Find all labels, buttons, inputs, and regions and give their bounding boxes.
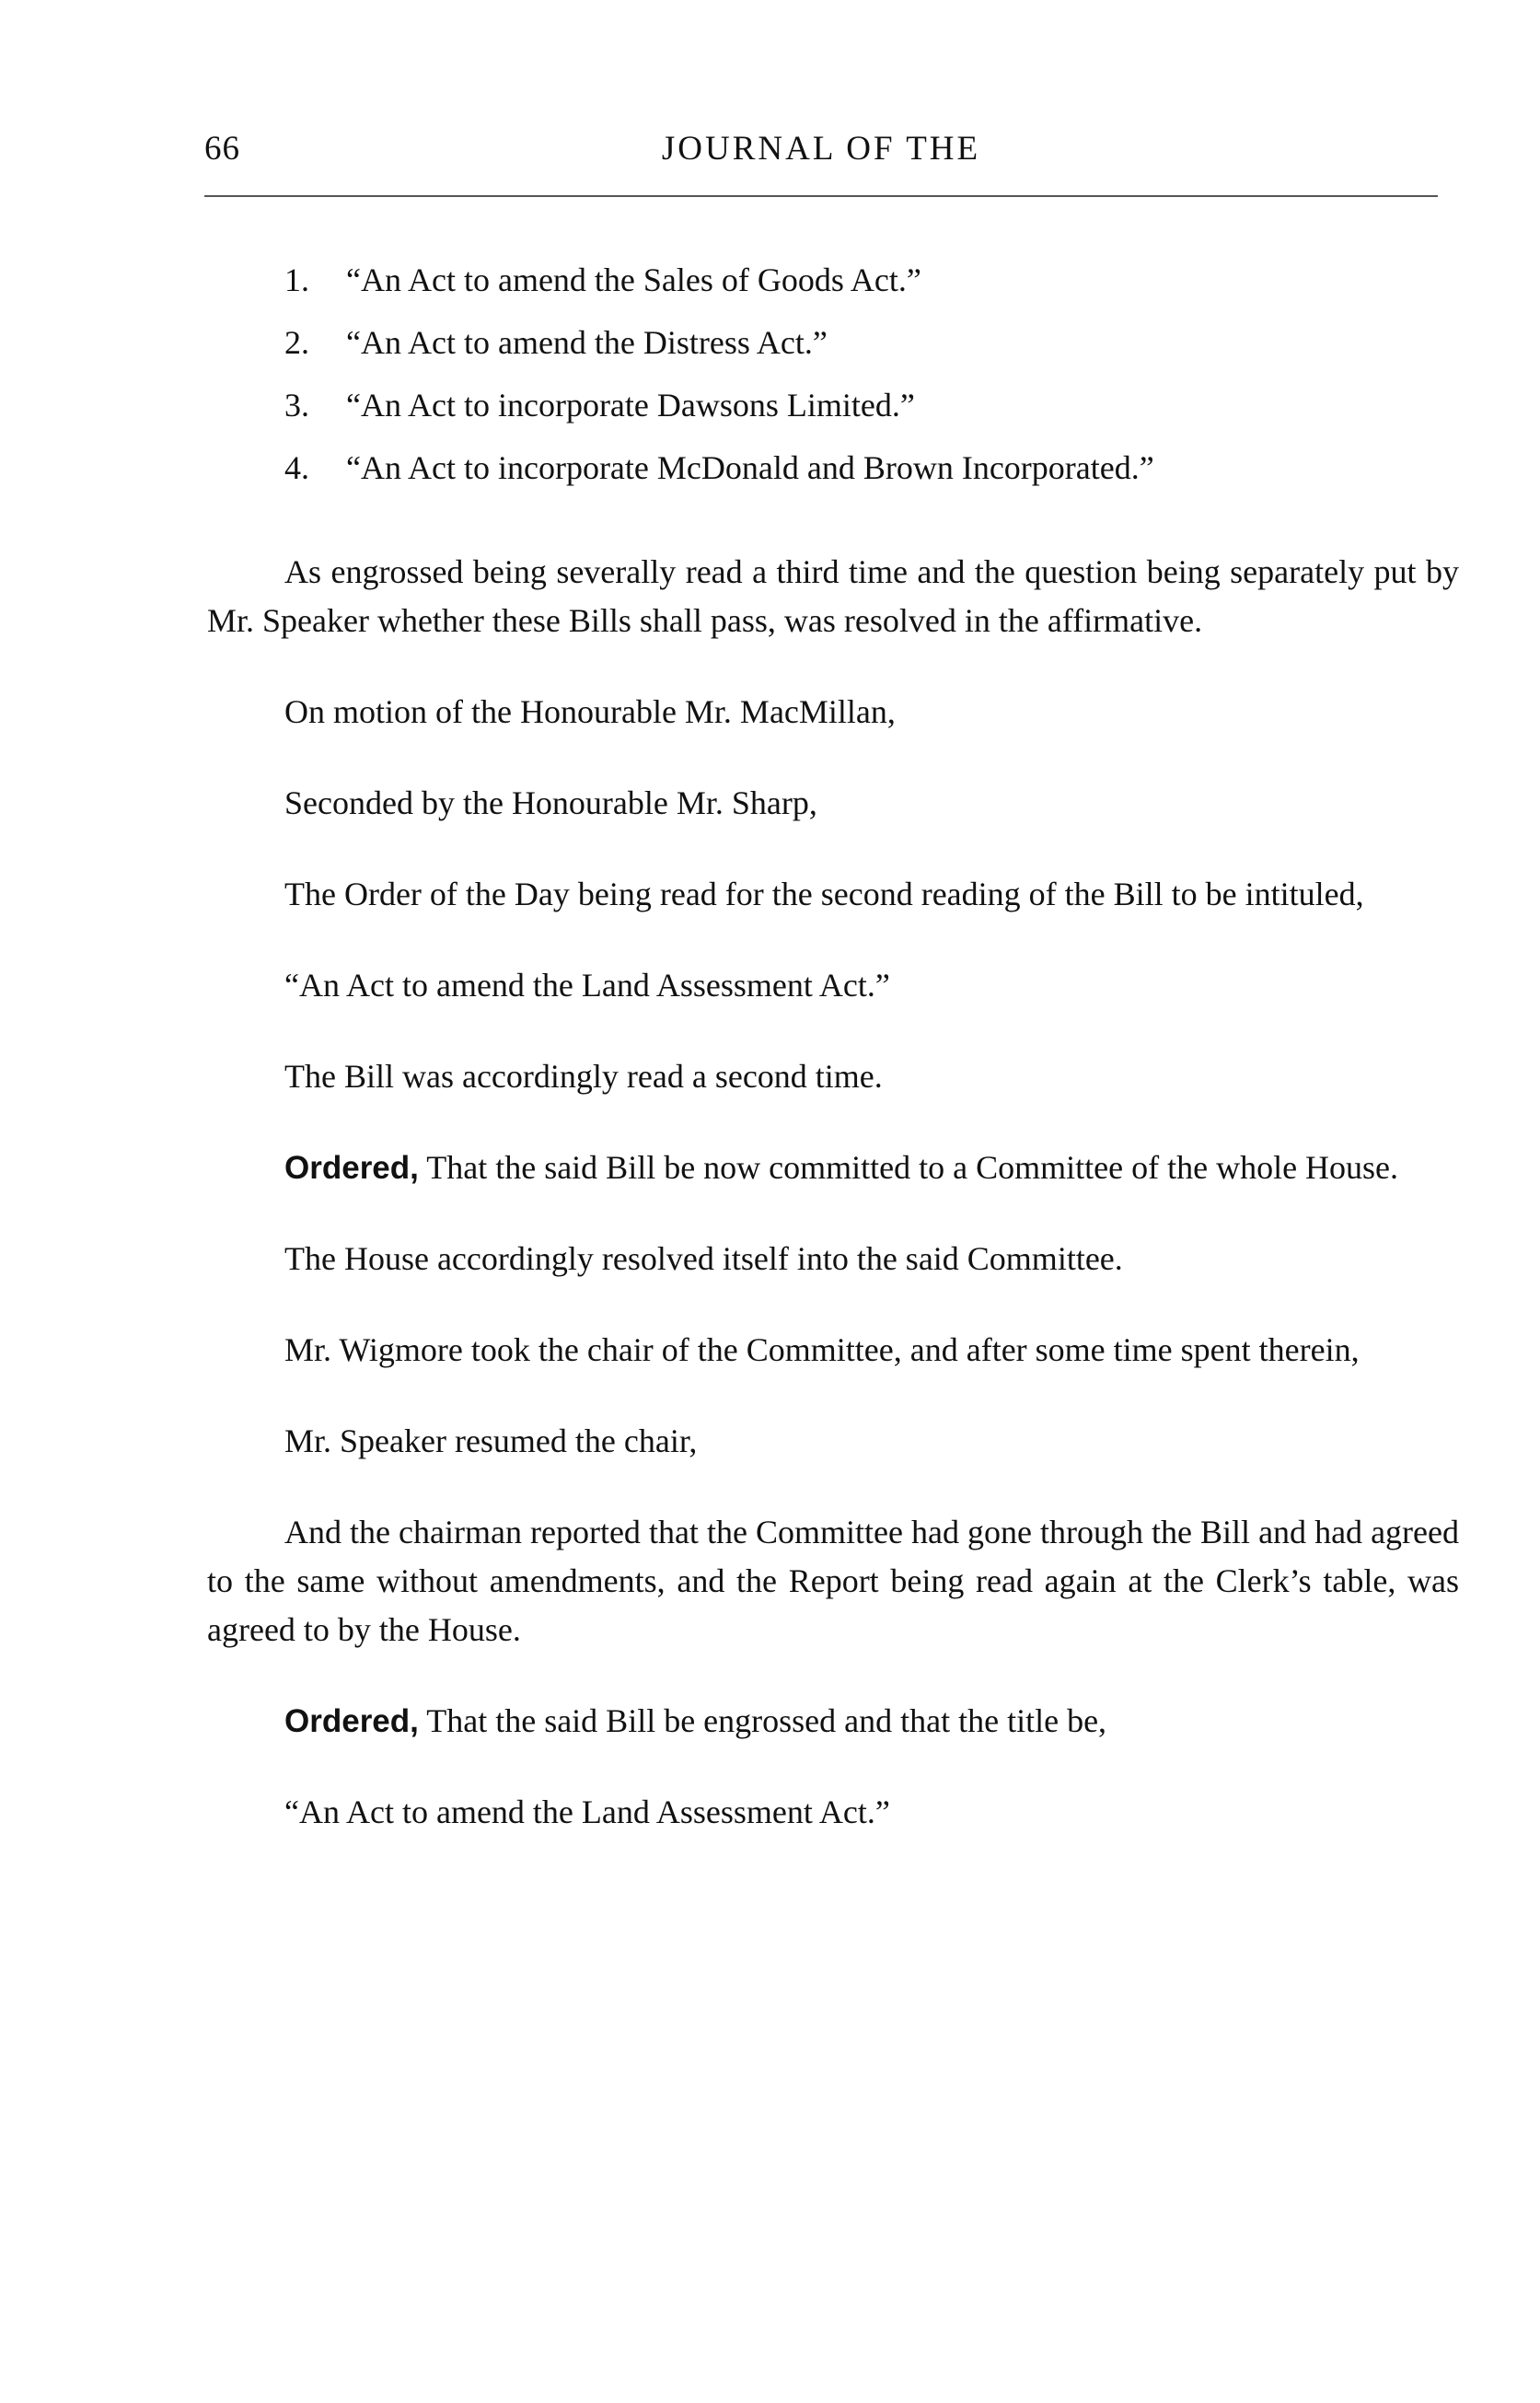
paragraph-motion: On motion of the Honourable Mr. MacMillan, bbox=[284, 693, 896, 730]
list-item bbox=[207, 319, 1459, 367]
paragraph-chairman-report: And the chairman reported that the Committee had gone through the Bill and had agreed to the same without amendments, and the Report being read again at the Clerk’s table, was agreed to by the House. bbox=[207, 1514, 1459, 1648]
paragraph-ordered-committed bbox=[207, 1143, 1459, 1192]
paragraph-order-of-day: The Order of the Day being read for the second reading of the Bill to be intituled, bbox=[284, 876, 1364, 912]
paragraph-bill-title: “An Act to amend the Land Assessment Act.” bbox=[284, 967, 890, 1004]
page-number: 66 bbox=[204, 130, 240, 168]
paragraph-speaker-resumed: Mr. Speaker resumed the chair, bbox=[284, 1422, 698, 1459]
ordered-text: That the said Bill be now committed to a Committee of the whole House. bbox=[418, 1149, 1399, 1186]
bill-number: 2. bbox=[284, 324, 309, 361]
bill-number: 1. bbox=[284, 261, 309, 298]
ordered-label: Ordered, bbox=[284, 1703, 419, 1739]
bill-list bbox=[207, 256, 1459, 493]
paragraph-chair-taken: Mr. Wigmore took the chair of the Committee, and after some time spent therein, bbox=[284, 1331, 1360, 1368]
ordered-label: Ordered, bbox=[284, 1150, 419, 1186]
bill-title: “An Act to amend the Sales of Goods Act.” bbox=[346, 261, 921, 298]
list-item bbox=[207, 381, 1459, 430]
ordered-text: That the said Bill be engrossed and that the title be, bbox=[418, 1702, 1107, 1739]
running-head: JOURNAL OF THE bbox=[661, 130, 981, 168]
header-rule bbox=[204, 195, 1438, 197]
paragraph-second-reading: The Bill was accordingly read a second time. bbox=[284, 1058, 883, 1095]
paragraph-final-title: “An Act to amend the Land Assessment Act.” bbox=[284, 1794, 890, 1830]
paragraph-third-reading: As engrossed being severally read a third time and the question being separately put by Mr. Speaker whether these Bills shall pass, was resolved in the affirmative. bbox=[207, 553, 1459, 639]
bill-title: “An Act to incorporate Dawsons Limited.” bbox=[346, 387, 915, 424]
bill-number: 3. bbox=[284, 387, 309, 424]
list-item bbox=[207, 444, 1459, 493]
page-body bbox=[207, 256, 1459, 1879]
page-header bbox=[204, 129, 1438, 184]
bill-title: “An Act to incorporate McDonald and Brown Incorporated.” bbox=[346, 449, 1154, 486]
paragraph-house-resolved: The House accordingly resolved itself into the said Committee. bbox=[284, 1240, 1123, 1277]
paragraph-seconded: Seconded by the Honourable Mr. Sharp, bbox=[284, 784, 817, 821]
bill-title: “An Act to amend the Distress Act.” bbox=[346, 324, 828, 361]
list-item bbox=[207, 256, 1459, 305]
bill-number: 4. bbox=[284, 449, 309, 486]
paragraph-ordered-engrossed bbox=[207, 1697, 1459, 1746]
